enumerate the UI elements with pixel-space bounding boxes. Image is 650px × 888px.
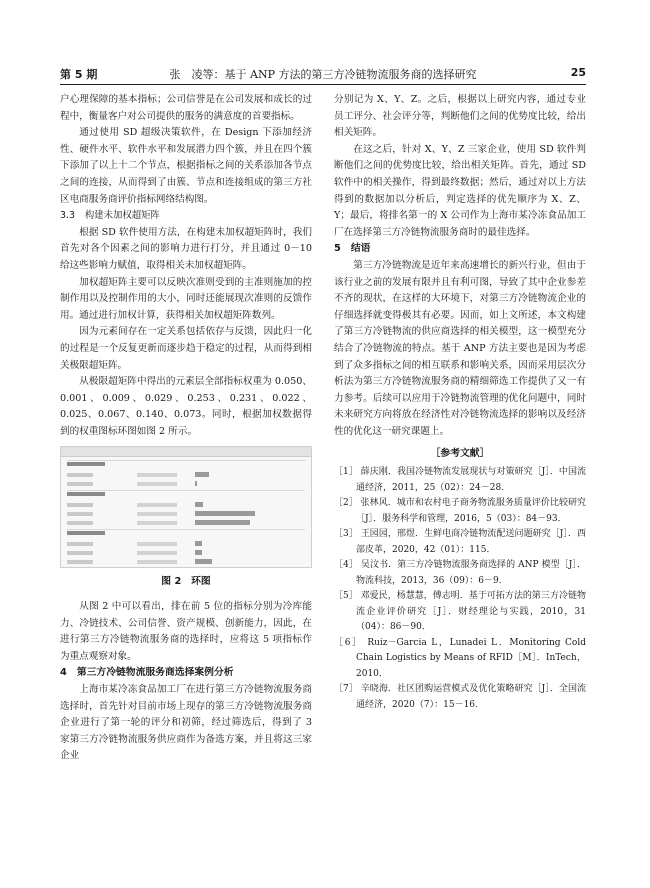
running-title: 张 凌等：基于 ANP 方法的第三方冷链物流服务商的选择研究 <box>169 68 477 81</box>
section-heading-3-3 <box>60 208 312 225</box>
figure-group-row <box>67 490 305 499</box>
reference-item: ［1］ 薛庆刚．我国冷链物流发展现状与对策研究［J］．中国流通经济，2011，25（02）：24－28． <box>334 467 586 493</box>
reference-item: ［5］ 邓爱民，杨慧慧，傅志明．基于可拓方法的第三方冷链物流企业评价研究［J］．财经理论与实践，2010，31（04）：86－90． <box>334 591 586 633</box>
figure-group-row <box>67 529 305 538</box>
section-title: 结语 <box>350 243 371 255</box>
section-title: 第三方冷链物流服务商选择案例分析 <box>76 667 234 679</box>
figure-row <box>67 481 305 487</box>
section-number: 4 <box>60 667 67 679</box>
paragraph: 通过使用 SD 超级决策软件，在 Design 下添加经济性、硬件水平、软件水平和发展潜力四个簇，并且在四个簇下添加了以上十二个节点，根据指标之间的关系添加各节点之间的连接，从而得到了由簇、节点和连接组成的第三方社区电商服务商评价指标网络结构图。 <box>60 127 312 205</box>
section-number: 5 <box>334 243 341 255</box>
right-column <box>334 92 586 713</box>
reference-item: ［3］ 王园园，邢煜．生鲜电商冷链物流配送问题研究［J］．西部皮革，2020，42（01）：115． <box>334 529 586 555</box>
section-number: 3.3 <box>60 210 75 222</box>
reference-item: ［7］ 辛晓海．社区团购运营模式及优化策略研究［J］．全国流通经济，2020（7）：15－16． <box>334 684 586 710</box>
paragraph: 加权超矩阵主要可以反映次准则受到的主准则施加的控制作用以及控制作用的大小，同时还能展现次准则的反馈作用。通过进行加权计算，获得相关加权超矩阵数列。 <box>60 276 312 321</box>
reference-item: ［2］ 张林风．城市和农村电子商务物流服务质量评价比较研究［J］．服务科学和管理，2016，5（03）：84－93． <box>334 498 586 524</box>
running-header <box>60 66 586 85</box>
paragraph: 户心理保障的基本指标；公司信誉是在公司发展和成长的过程中，衡量客户对公司提供的服务的满意度的首要指标。 <box>60 94 312 122</box>
figure-row <box>67 502 305 508</box>
paragraph: 从图 2 中可以看出，排在前 5 位的指标分别为冷库能力、冷链技术、公司信誉、资产规模、创新能力，因此，在进行第三方冷链物流服务商的选择时，应将这 5 项指标作为重点观察对象。 <box>60 601 312 662</box>
section-heading-5 <box>334 241 586 258</box>
figure-table-header <box>61 447 311 457</box>
left-column <box>60 92 312 765</box>
figure-ring-chart-screenshot <box>60 446 312 568</box>
reference-item: ［4］ 吴汶书．第三方冷链物流服务商选择的 ANP 模型［J］．物流科技，2013，36（09）：6－9． <box>334 560 586 586</box>
paragraph: 上海市某冷冻食品加工厂在进行第三方冷链物流服务商选择时，首先针对目前市场上现存的第三方冷链物流服务商企业进行了第一轮的评分和初筛，经过筛选后，得到了 3 家第三方冷链物流服务供应商作为备选方案，并且将这三家企业 <box>60 684 312 762</box>
section-title: 构建未加权超矩阵 <box>84 210 160 222</box>
figure-row <box>67 472 305 478</box>
paragraph: 从极限超矩阵中得出的元素层全部指标权重为 0.050、0.001、0.009、0.029、0.253、0.231、0.022、0.025、0.067、0.140、0.073。同时，根据加权数据得到的权重图标环图如图 2 所示。 <box>60 376 312 437</box>
paragraph: 分别记为 X、Y、Z。之后，根据以上研究内容，通过专业员工评分、社会评分等，判断他们之间的优势度比较，给出相关矩阵。 <box>334 94 586 139</box>
issue-number: 第 5 期 <box>60 68 98 81</box>
figure-row <box>67 520 305 526</box>
page-number: 25 <box>570 66 586 79</box>
figure-row <box>67 511 305 517</box>
references-heading: ［参考文献］ <box>430 448 490 460</box>
paragraph: 因为元素间存在一定关系包括依存与反馈，因此归一化的过程是一个反复更新而逐步趋于稳定的过程，从而得到相关极限超矩阵。 <box>60 326 312 371</box>
figure-row <box>67 550 305 556</box>
figure-row <box>67 541 305 547</box>
paragraph: 在这之后，针对 X、Y、Z 三家企业，使用 SD 软件判断他们之间的优势度比较，给出相关矩阵。首先，通过 SD 软件中的相关操作，得到最终数据；然后，通过对以上方法得到的数据加以分析后，判定选择的优先顺序为 X、Z、Y；最后，将排名第一的 X 公司作为上海市某冷冻食品加工厂在选择第三方冷链物流服务商时的最佳选择。 <box>334 143 586 238</box>
section-heading-4 <box>60 665 312 682</box>
paragraph: 第三方冷链物流是近年来高速增长的新兴行业，但由于该行业之前的发展有限并且有利可图，导致了其中企业参差不齐的现状，在这样的大环境下，对第三方冷链物流企业的仔细选择就变得极其有必要。因而，如上文所述，本文构建了第三方冷链物流的供应商选择的相关模型，这一模型充分结合了冷链物流的特点。基于 ANP 方法主要也是因为考虑到了众多指标之间的相互联系和影响关系，因而采用层次分析法为第三方冷链物流服务商的精细筛选工作提供了又一有力参考。后续可以应用于冷链物流管理的优化问题中，同时未来研究方向将放在经济性对冷链物流选择的影响以及经济性的优化这一研究课题上。 <box>334 259 586 437</box>
paragraph: 根据 SD 软件使用方法，在构建未加权超矩阵时，我们首先对各个因素之间的影响力进行打分，并且通过 0－10 给这些影响力赋值，取得相关未加权超矩阵。 <box>60 226 312 271</box>
reference-item: ［6］ Ruiz－Garcia L，Lunadei L．Monitoring Cold Chain Logistics by Means of RFID［M］．InTech，2010． <box>334 637 586 679</box>
figure-caption: 图 2 环图 <box>161 576 211 588</box>
figure-group-row <box>67 460 305 469</box>
figure-row <box>67 559 305 565</box>
